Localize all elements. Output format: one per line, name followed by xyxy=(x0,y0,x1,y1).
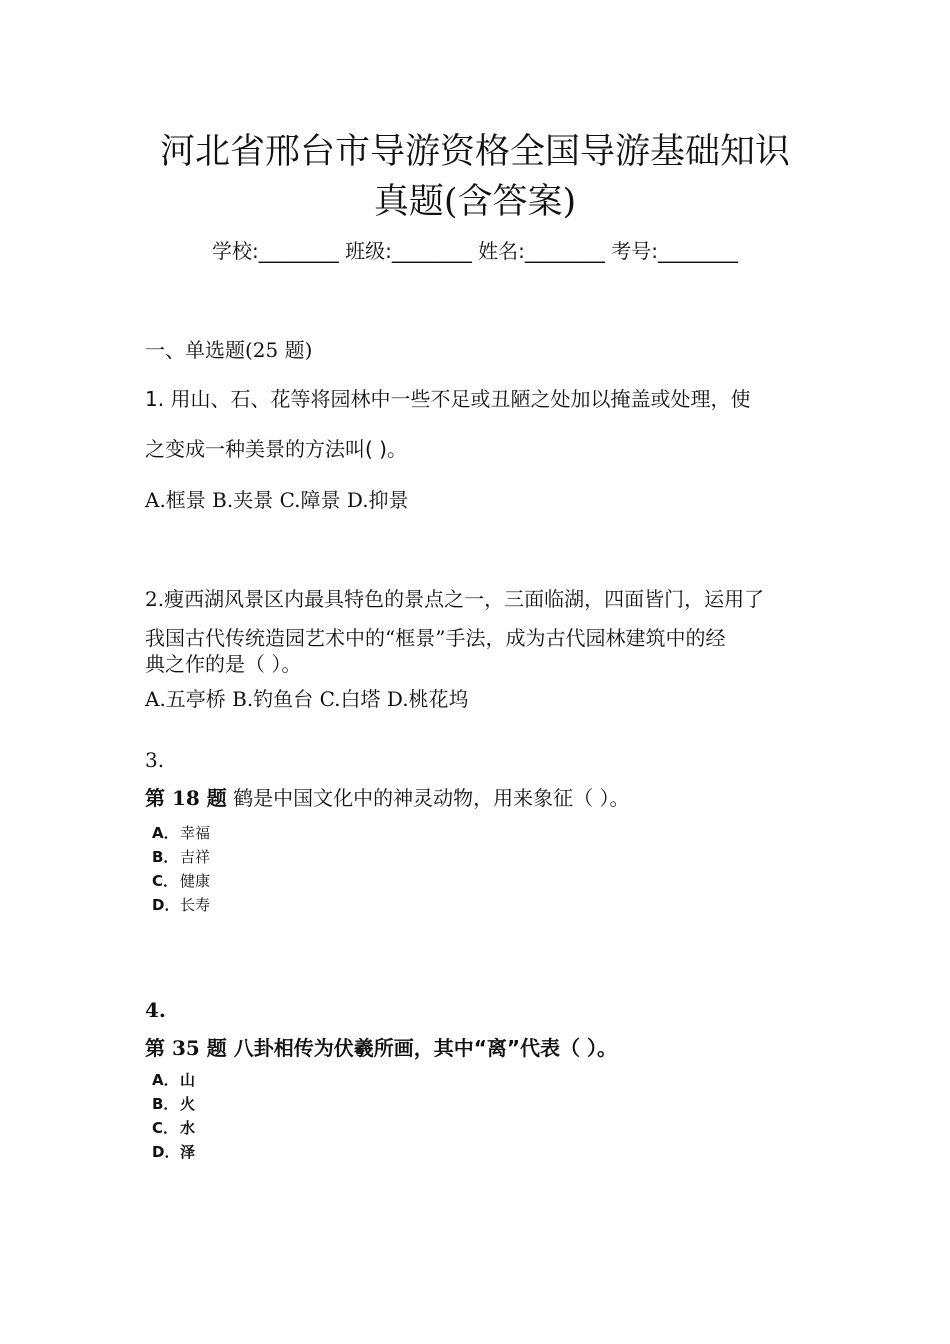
question-1-options: A.框景 B.夹景 C.障景 D.抑景 xyxy=(145,488,409,512)
question-3-option-a: A．幸福 xyxy=(152,824,211,842)
question-3-option-b: B． 吉祥 xyxy=(152,848,211,866)
question-1-line-1: 1. 用山、石、花等将园林中一些不足或丑陋之处加以掩盖或处理，使 xyxy=(145,387,751,411)
document-title-line-1: 河北省邢台市导游资格全国导游基础知识 xyxy=(159,132,790,172)
question-4-option-a: A．山 xyxy=(152,1071,196,1089)
question-2-line-1: 2.瘦西湖风景区内最具特色的景点之一，三面临湖，四面皆门，运用了 xyxy=(145,587,765,611)
question-3-option-c: C． 健康 xyxy=(152,872,211,890)
question-3-stem-line xyxy=(145,784,629,812)
question-4-prefix: 第 35 题 xyxy=(145,1036,227,1060)
question-3-option-d: D．长寿 xyxy=(152,896,211,914)
question-4-option-b: B． 火 xyxy=(152,1095,196,1113)
question-4-stem-line xyxy=(145,1034,617,1062)
question-2-line-2: 我国古代传统造园艺术中的“框景”手法，成为古代园林建筑中的经 xyxy=(145,626,726,650)
question-4-number: 4. xyxy=(145,998,166,1022)
question-3-prefix: 第 18 题 xyxy=(145,786,227,810)
question-4-option-d: D．泽 xyxy=(152,1143,196,1161)
question-3-stem: 鹤是中国文化中的神灵动物，用来象征（ ）。 xyxy=(226,786,630,810)
student-info-line: 学校:________ 班级:________ 姓名:________ 考号:________ xyxy=(211,239,739,263)
question-2-options: A.五亭桥 B.钓鱼台 C.白塔 D.桃花坞 xyxy=(145,687,469,711)
question-2-line-3: 典之作的是（ ）。 xyxy=(145,652,302,676)
question-4-option-c: C． 水 xyxy=(152,1119,196,1137)
question-4-stem: 八卦相传为伏羲所画，其中“离”代表（ ）。 xyxy=(226,1036,617,1060)
document-title-line-2: 真题(含答案) xyxy=(373,182,577,222)
question-1-line-2: 之变成一种美景的方法叫( )。 xyxy=(145,437,407,461)
question-3-number: 3. xyxy=(145,748,165,772)
section-heading: 一、单选题(25 题) xyxy=(145,338,313,362)
